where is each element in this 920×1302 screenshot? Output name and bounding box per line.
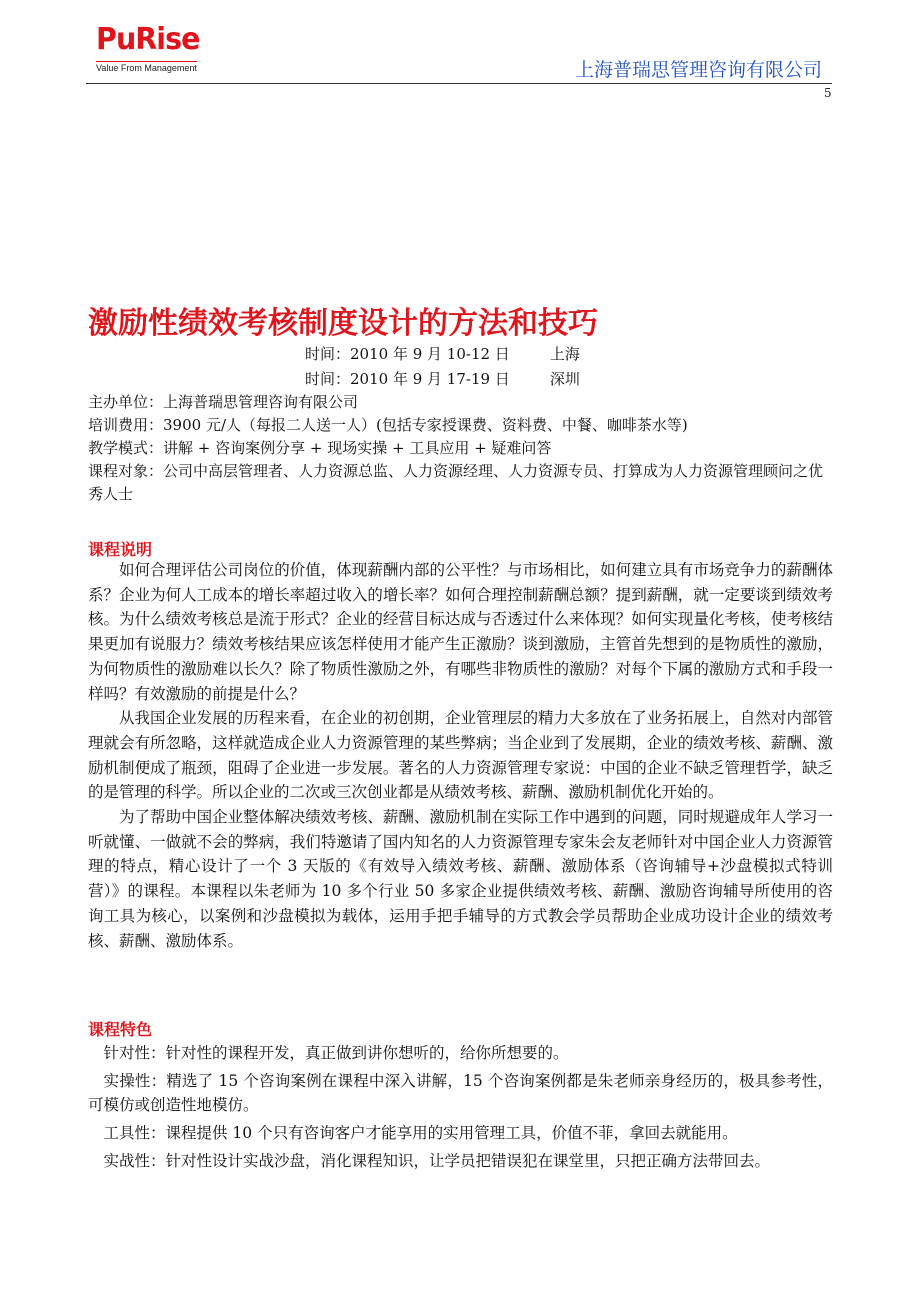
description-paragraph: 如何合理评估公司岗位的价值，体现薪酬内部的公平性？与市场相比，如何建立具有市场竞争力的薪酬体系？企业为何人工成本的增长率超过收入的增长率？如何合理控制薪酬总额？提到薪酬，就一定要谈到绩效考核。为什么绩效考核总是流于形式？企业的经营目标达成与否透过什么来体现？如何实现量化考核，使考核结果更加有说服力？绩效考核结果应该怎样使用才能产生正激励？谈到激励，主管首先想到的是物质性的激励，为何物质性的激励难以长久？除了物质性激励之外，有哪些非物质性的激励？对每个下属的激励方式和手段一样吗？有效激励的前提是什么？ bbox=[88, 561, 833, 703]
description-paragraph: 从我国企业发展的历程来看，在企业的初创期，企业管理层的精力大多放在了业务拓展上，自然对内部管理就会有所忽略，这样就造成企业人力资源管理的某些弊病；当企业到了发展期，企业的绩效考核、薪酬、激励机制便成了瓶颈，阻碍了企业进一步发展。著名的人力资源管理专家说：中国的企业不缺乏管理哲学，缺乏的是管理的科学。所以企业的二次或三次创业都是从绩效考核、薪酬、激励机制优化开始的。 bbox=[88, 709, 833, 802]
target-audience: 课程对象：公司中高层管理者、人力资源总监、人力资源经理、人力资源专员、打算成为人力资源管理顾问之优秀人士 bbox=[88, 462, 824, 503]
schedule-city: 深圳 bbox=[549, 370, 580, 388]
course-description-heading: 课程说明 bbox=[88, 540, 153, 559]
page-number: 5 bbox=[824, 86, 832, 100]
logo-tagline: Value From Management bbox=[96, 63, 197, 73]
schedule-line-1 bbox=[305, 343, 580, 364]
organizer: 主办单位：上海普瑞思管理咨询有限公司 bbox=[88, 393, 359, 411]
feature-item: 实操性：精选了 15 个咨询案例在课程中深入讲解，15 个咨询案例都是朱老师亲身经历的，极具参考性，可模仿或创造性地模仿。 bbox=[88, 1071, 833, 1115]
schedule-time: 时间：2010 年 9 月 17-19 日 bbox=[305, 370, 510, 388]
schedule-line-2 bbox=[305, 368, 580, 389]
course-description-body bbox=[88, 558, 833, 953]
schedule-city: 上海 bbox=[549, 345, 580, 363]
feature-item: 工具性：课程提供 10 个只有咨询客户才能享用的实用管理工具，价值不菲，拿回去就能用。 bbox=[103, 1124, 738, 1143]
training-fee: 培训费用：3900 元/人（每报二人送一人）(包括专家授课费、资料费、中餐、咖啡茶水等) bbox=[88, 416, 688, 434]
header-divider bbox=[86, 83, 832, 84]
feature-item: 实战性：针对性设计实战沙盘，消化课程知识，让学员把错误犯在课堂里，只把正确方法带回去。 bbox=[103, 1151, 771, 1170]
teaching-mode: 教学模式：讲解 + 咨询案例分享 + 现场实操 + 工具应用 + 疑难问答 bbox=[88, 439, 552, 457]
header-company-name: 上海普瑞思管理咨询有限公司 bbox=[574, 59, 822, 81]
company-logo bbox=[96, 24, 206, 75]
course-info bbox=[88, 391, 833, 506]
course-features-list bbox=[88, 1041, 833, 1177]
document-title: 激励性绩效考核制度设计的方法和技巧 bbox=[88, 306, 598, 341]
description-paragraph: 为了帮助中国企业整体解决绩效考核、薪酬、激励机制在实际工作中遇到的问题，同时规避成年人学习一听就懂、一做就不会的弊病，我们特邀请了国内知名的人力资源管理专家朱会友老师针对中国企业人力资源管理的特点，精心设计了一个 3 天版的《有效导入绩效考核、薪酬、激励体系（咨询辅导+沙盘模拟式特训营）》的课程。本课程以朱老师为 10 多个行业 50 多家企业提供绩效考核、薪酬、激励咨询辅导所使用的咨询工具为核心，以案例和沙盘模拟为载体，运用手把手辅导的方式教会学员帮助企业成功设计企业的绩效考核、薪酬、激励体系。 bbox=[88, 808, 833, 950]
course-features-heading: 课程特色 bbox=[88, 1020, 153, 1039]
feature-item: 针对性：针对性的课程开发，真正做到讲你想听的，给你所想要的。 bbox=[103, 1044, 569, 1062]
schedule-time: 时间：2010 年 9 月 10-12 日 bbox=[305, 345, 510, 363]
logo-wordmark: PuRise bbox=[96, 22, 200, 57]
